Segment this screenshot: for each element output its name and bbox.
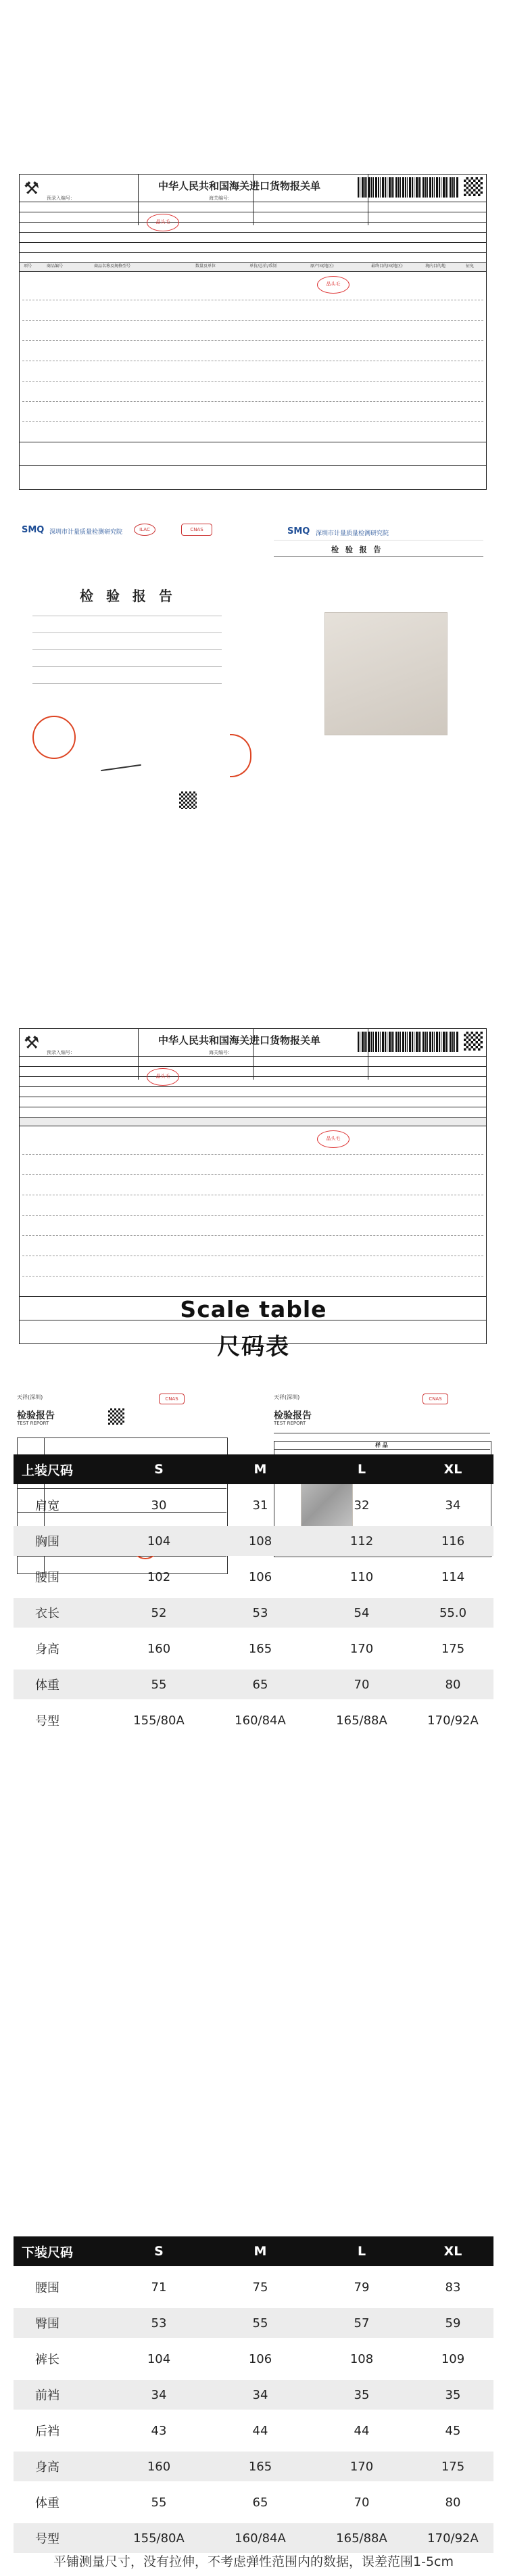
table-row — [14, 2487, 493, 2517]
cell: 65 — [252, 2495, 268, 2510]
sample-label: 样 品 — [375, 1442, 388, 1448]
table-row — [14, 2380, 493, 2410]
cell: 34 — [151, 2387, 167, 2402]
cell: 112 — [349, 1534, 374, 1548]
report-title-right: 检 验 报 告 — [331, 545, 383, 554]
brand-text-right: 深圳市计量质量检测研究院 — [316, 530, 389, 537]
header-cell: M — [254, 2244, 267, 2259]
header-note: 预录入编号： — [47, 196, 75, 201]
cell: 43 — [151, 2423, 167, 2438]
cell: 80 — [445, 1677, 461, 1692]
red-seal — [32, 716, 76, 759]
table-row — [14, 2308, 493, 2338]
declaration-title: 中华人民共和国海关进口货物报关单 — [158, 1034, 321, 1046]
cell: 155/80A — [133, 2531, 185, 2546]
row-label: 肩宽 — [35, 1499, 59, 1513]
cell: 32 — [354, 1498, 370, 1513]
cell: 165 — [248, 2459, 272, 2474]
cell: 35 — [445, 2387, 461, 2402]
cell: 102 — [147, 1569, 171, 1584]
cell: 52 — [151, 1605, 167, 1620]
size-title-en: Scale table — [180, 1296, 327, 1322]
cell: 114 — [441, 1569, 465, 1584]
table-row — [14, 1634, 493, 1663]
size-title-cn: 尺码表 — [217, 1333, 290, 1360]
cell: 55 — [151, 2495, 167, 2510]
header-cell: L — [357, 1462, 366, 1477]
brand-right-2: 天祥(深圳) — [274, 1394, 300, 1400]
red-stamp: 晶头毛 — [147, 1068, 179, 1086]
cell: 75 — [252, 2280, 268, 2295]
cell: 65 — [252, 1677, 268, 1692]
cell: 34 — [445, 1498, 461, 1513]
declaration-title: 中华人民共和国海关进口货物报关单 — [158, 180, 321, 192]
cell: 45 — [445, 2423, 461, 2438]
row-label: 前裆 — [35, 2389, 59, 2403]
row-label: 号型 — [35, 1714, 59, 1728]
cell: 160 — [147, 2459, 171, 2474]
barcode-icon — [358, 1032, 459, 1052]
row-label: 身高 — [35, 2460, 59, 2475]
row-label: 后裆 — [35, 2424, 59, 2439]
cnas-icon: CNAS — [181, 524, 212, 536]
tbl-header-domestic: 境内目的地 — [425, 264, 446, 269]
cell: 165/88A — [336, 2531, 387, 2546]
row-label: 号型 — [35, 2532, 59, 2546]
cell: 108 — [248, 1534, 272, 1548]
table-row — [14, 1526, 493, 1556]
row-label: 衣长 — [35, 1607, 59, 1621]
cell: 155/80A — [133, 1713, 185, 1728]
tbl-header-price: 单价/总价/币制 — [249, 264, 277, 269]
report-title-right-2: 检验报告 — [274, 1410, 312, 1421]
bottom-table-header — [14, 2236, 493, 2266]
cell: 165 — [248, 1641, 272, 1656]
header-note: 预录入编号： — [47, 1050, 75, 1055]
cell: 175 — [441, 2459, 465, 2474]
cell: 106 — [248, 2351, 272, 2366]
cell: 54 — [354, 1605, 370, 1620]
cell: 34 — [252, 2387, 268, 2402]
tbl-header-qty: 数量及单位 — [195, 264, 216, 269]
cell: 57 — [354, 2316, 370, 2330]
test-report-sample-1 — [267, 514, 490, 771]
qr-code-icon — [108, 1408, 124, 1425]
table-row — [14, 1562, 493, 1592]
customs-emblem-icon: ⚒ — [24, 1033, 40, 1053]
cell: 79 — [354, 2280, 370, 2295]
cell: 160 — [147, 1641, 171, 1656]
cell: 116 — [441, 1534, 465, 1548]
barcode-icon — [358, 177, 459, 198]
row-label: 腰围 — [35, 2281, 59, 2295]
cell: 109 — [441, 2351, 465, 2366]
brand-logo: SMQ — [22, 525, 45, 535]
table-row — [14, 2272, 493, 2302]
table-row — [14, 2416, 493, 2445]
red-stamp-2: 晶头毛 — [317, 276, 349, 294]
header-cell: S — [154, 1462, 164, 1477]
qr-code-icon — [464, 177, 483, 196]
tbl-header-item: 项号 — [24, 264, 32, 269]
seal-edge — [230, 734, 251, 777]
cell: 170/92A — [427, 1713, 479, 1728]
red-stamp-2: 晶头毛 — [317, 1130, 349, 1148]
table-row — [14, 1670, 493, 1699]
cell: 104 — [147, 1534, 171, 1548]
tbl-header-code: 商品编号 — [47, 264, 64, 269]
cell: 71 — [151, 2280, 167, 2295]
cell: 160/84A — [235, 1713, 286, 1728]
signature — [99, 755, 141, 771]
cell: 55 — [151, 1677, 167, 1692]
cell: 160/84A — [235, 2531, 286, 2546]
cell: 53 — [252, 1605, 268, 1620]
fabric-sample-image — [324, 612, 448, 735]
ilac-icon: ILAC — [134, 524, 155, 536]
row-label: 体重 — [35, 1678, 59, 1693]
cell: 83 — [445, 2280, 461, 2295]
header-cell: XL — [443, 2244, 462, 2259]
tbl-header-dest: 最终目的国(地区) — [371, 264, 403, 269]
test-report-1 — [19, 514, 239, 832]
table-row — [14, 1598, 493, 1628]
cell: 44 — [252, 2423, 268, 2438]
cnas-icon: CNAS — [159, 1394, 185, 1404]
cell: 80 — [445, 2495, 461, 2510]
customs-emblem-icon: ⚒ — [24, 179, 40, 199]
red-stamp: 晶头毛 — [147, 214, 179, 231]
header-cell: 下装尺码 — [21, 2245, 73, 2260]
table-row — [14, 2344, 493, 2374]
cell: 31 — [252, 1498, 268, 1513]
row-label: 体重 — [35, 2496, 59, 2510]
header-cell: M — [254, 1462, 267, 1477]
cell: 170/92A — [427, 2531, 479, 2546]
row-label: 臀围 — [35, 2317, 59, 2331]
tbl-header-origin: 原产国(地区) — [310, 264, 334, 269]
report-title: 检 验 报 告 — [80, 588, 176, 604]
row-label: 身高 — [35, 1642, 59, 1657]
row-label: 腰围 — [35, 1571, 59, 1585]
table-row — [14, 1490, 493, 1520]
brand-logo-right: SMQ — [287, 526, 310, 536]
cell: 53 — [151, 2316, 167, 2330]
table-row — [14, 2452, 493, 2481]
cell: 70 — [354, 2495, 370, 2510]
cnas-icon-right: CNAS — [422, 1394, 448, 1404]
table-row — [14, 1705, 493, 1735]
cell: 175 — [441, 1641, 465, 1656]
qr-code-icon — [464, 1032, 483, 1051]
row-label: 胸围 — [35, 1535, 59, 1549]
header-cell: XL — [443, 1462, 462, 1477]
qr-code-icon — [179, 791, 197, 809]
cell: 106 — [248, 1569, 272, 1584]
report-subtitle-right-2: TEST REPORT — [274, 1421, 306, 1426]
cell: 55 — [252, 2316, 268, 2330]
cell: 108 — [349, 2351, 374, 2366]
tbl-header-tax: 征免 — [466, 264, 475, 269]
cell: 104 — [147, 2351, 171, 2366]
table-row — [14, 2523, 493, 2553]
measurement-note: 平铺测量尺寸，没有拉伸，不考虑弹性范围内的数据，误差范围1-5cm — [53, 2554, 454, 2569]
cell: 59 — [445, 2316, 461, 2330]
report-title-2: 检验报告 — [17, 1410, 55, 1421]
cell: 70 — [354, 1677, 370, 1692]
cell: 110 — [349, 1569, 374, 1584]
cell: 170 — [349, 2459, 374, 2474]
customs-declaration-1 — [19, 174, 487, 490]
cell: 170 — [349, 1641, 374, 1656]
header-cell: 上装尺码 — [21, 1463, 73, 1478]
header-cell: L — [357, 2244, 366, 2259]
customs-no: 海关编号： — [209, 196, 233, 201]
report-subtitle-2: TEST REPORT — [17, 1421, 49, 1426]
customs-no: 海关编号： — [209, 1050, 233, 1055]
cell: 30 — [151, 1498, 167, 1513]
row-label: 裤长 — [35, 2353, 59, 2367]
cell: 35 — [354, 2387, 370, 2402]
top-table-header — [14, 1454, 493, 1484]
header-cell: S — [154, 2244, 164, 2259]
cell: 55.0 — [439, 1605, 467, 1620]
cell: 44 — [354, 2423, 370, 2438]
brand-text: 深圳市计量质量检测研究院 — [49, 529, 123, 536]
brand-left-2: 天祥(深圳) — [17, 1394, 43, 1400]
cell: 165/88A — [336, 1713, 387, 1728]
tbl-header-name: 商品名称及规格型号 — [94, 264, 131, 269]
